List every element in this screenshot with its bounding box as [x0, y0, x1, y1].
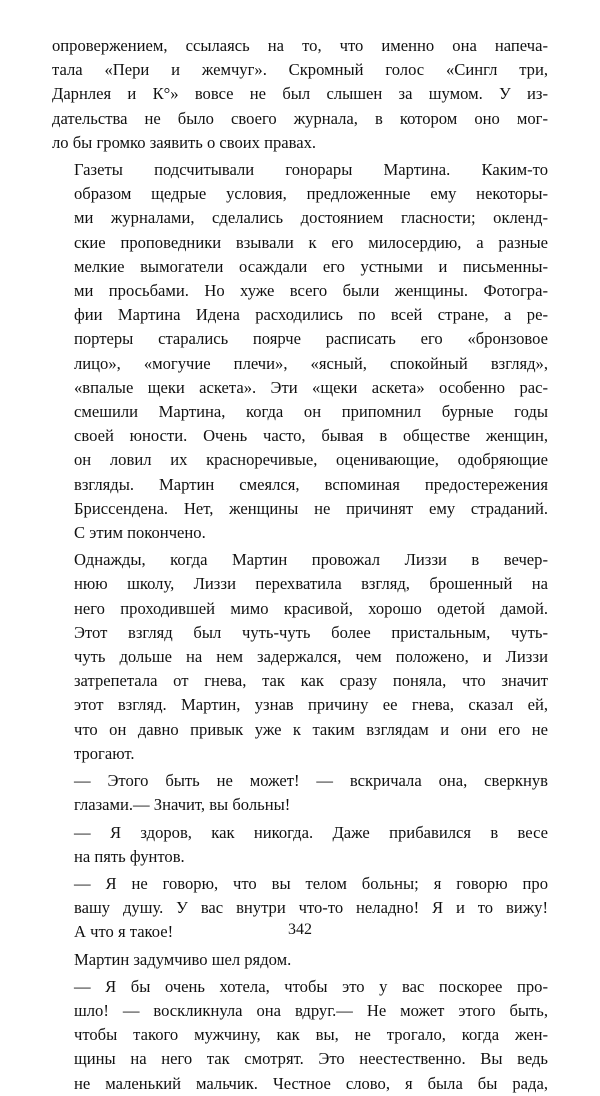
text-line: лицо», «могучие плечи», «ясный, спокойный взгляд», — [74, 353, 548, 373]
text-line: Дарнлея и К°» вовсе не был слышен за шумом. У из- — [52, 84, 548, 104]
text-line: дательства не было своего журнала, в котором оно мог- — [52, 108, 548, 128]
text-line: Однажды, когда Мартин провожал Лиззи в вечер- — [74, 550, 548, 570]
text-line: этот взгляд. Мартин, узнав причину ее гнева, сказал ей, — [74, 695, 548, 715]
text-line: ские проповедники взывали к его милосердию, а разные — [74, 232, 548, 252]
text-line: затрепетала от гнева, так как сразу поняла, что значит — [74, 671, 548, 691]
text-line: «впалые щеки аскета». Эти «щеки аскета» особенно рас- — [74, 377, 548, 397]
paragraph — [52, 821, 548, 869]
text-line: Этот взгляд был чуть-чуть более пристальным, чуть- — [74, 622, 548, 642]
text-line: фии Мартина Идена расходились по всей стране, а ре- — [74, 305, 548, 325]
paragraph — [52, 975, 548, 1096]
text-line: вашу душу. У вас внутри что-то неладно! Я и то вижу! — [74, 898, 548, 918]
text-line: смешили Мартина, когда он припомнил бурные годы — [74, 402, 548, 422]
text-line: шло! — воскликнула она вдруг.— Не может этого быть, — [74, 1000, 548, 1020]
text-line: Газеты подсчитывали гонорары Мартина. Каким-то — [74, 160, 548, 180]
text-line: Бриссендена. Нет, женщины не причинят ему страданий. — [74, 498, 548, 518]
text-line: он ловил их красноречивые, оценивающие, одобряющие — [74, 450, 548, 470]
page-number: 342 — [288, 921, 312, 938]
text-line: не маленький мальчик. Честное слово, я была бы рада, — [74, 1073, 548, 1093]
text-line: что он давно привык уже к таким взглядам и они его не — [74, 719, 548, 739]
text-line: — Я здоров, как никогда. Даже прибавился в весе — [74, 822, 548, 842]
text-line: чтобы такого мужчину, как вы, не трогало, когда жен- — [74, 1025, 548, 1045]
text-line: образом щедрые условия, предложенные ему некоторы- — [74, 184, 548, 204]
text-line: взгляды. Мартин смеялся, вспоминая предостережения — [74, 474, 548, 494]
text-line: опровержением, ссылаясь на то, что именно она напеча- — [52, 36, 548, 55]
text-line: А что я такое! — [74, 922, 174, 942]
text-line: него проходившей мимо красивой, хорошо одетой дамой. — [74, 598, 548, 618]
paragraph — [52, 548, 548, 766]
text-line: Мартин задумчиво шел рядом. — [74, 949, 292, 969]
text-line: чуть дольше на нем задержался, чем положено, и Лиззи — [74, 647, 548, 667]
text-line: своей юности. Очень часто, бывая в обществе женщин, — [74, 426, 548, 446]
text-line: портеры старались поярче расписать его «бронзовое — [74, 329, 548, 349]
text-line: — Я не говорю, что вы телом больны; я говорю про — [74, 873, 548, 893]
text-line: ло бы громко заявить о своих правах. — [52, 132, 317, 152]
text-line: — Этого быть не может! — вскричала она, сверкнув — [74, 771, 548, 791]
text-line: глазами.— Значит, вы больны! — [74, 795, 291, 815]
text-line: трогают. — [74, 743, 135, 763]
paragraph — [52, 34, 548, 155]
text-line: ми журналами, сделались достоянием гласности; окленд- — [74, 208, 548, 228]
text-line: на пять фунтов. — [74, 846, 185, 866]
text-line: С этим покончено. — [74, 523, 206, 543]
text-line: тала «Пери и жемчуг». Скромный голос «Сингл три, — [52, 60, 548, 80]
paragraph — [52, 158, 548, 545]
paragraph — [52, 769, 548, 817]
text-line: щины на него так смотрят. Это неестественно. Вы ведь — [74, 1049, 548, 1069]
text-line: ми просьбами. Но хуже всего были женщины. Фотогра- — [74, 281, 548, 301]
text-line: — Я бы очень хотела, чтобы это у вас поскорее про- — [74, 976, 548, 996]
text-line: мелкие вымогатели осаждали его устными и письменны- — [74, 256, 548, 276]
text-line: нюю школу, Лиззи перехватила взгляд, брошенный на — [74, 574, 548, 594]
